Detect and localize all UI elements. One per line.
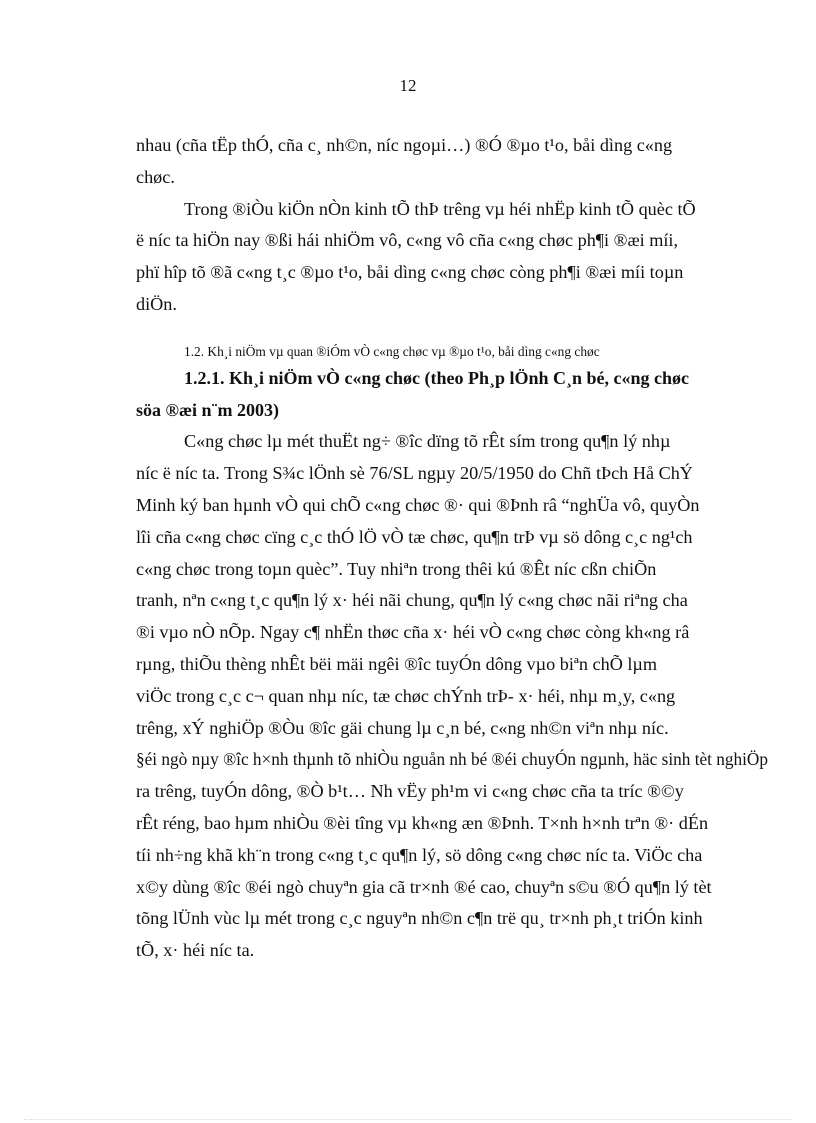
page-number: 12 (399, 76, 417, 95)
text-line: tíi nh÷ng khã kh¨n trong c«ng t¸c qu¶n lý, sö dông c«ng chøc níc ta. ViÖc cha (136, 844, 703, 865)
text-line: tranh, nªn c«ng t¸c qu¶n lý x· héi nãi chung, qu¶n lý c«ng chøc nãi riªng cha (136, 590, 688, 611)
subsection-heading (136, 363, 768, 427)
text-line: C«ng chøc lµ mét thuËt ng÷ ®îc dïng tõ rÊt sím trong qu¶n lý nhµ (184, 431, 671, 452)
document-body (136, 130, 768, 967)
text-line: x©y dùng ®îc ®éi ngò chuyªn gia cã tr×nh ®é cao, chuyªn s©u ®Ó qu¶n lý tèt (136, 876, 712, 897)
text-line: nhau (cña tËp thÓ, cña c¸ nh©n, níc ngoµi…) ®Ó ®µo t¹o, båi dìng c«ng (136, 135, 673, 155)
text-line: Trong ®iÒu kiÖn nÒn kinh tÕ thÞ trêng vµ héi nhËp kinh tÕ quèc tÕ (184, 198, 696, 219)
section-heading: 1.2. Kh¸i niÖm vµ quan ®iÓm vÒ c«ng chøc vµ ®µo t¹o, båi dìng c«ng chøc (184, 343, 600, 359)
text-line: tõng lÜnh vùc lµ mét trong c¸c nguyªn nh©n c¶n trë qu¸ tr×nh ph¸t triÓn kinh (136, 908, 703, 929)
text-line: ra trêng, tuyÓn dông, ®Ò b¹t… Nh vËy ph¹m vi c«ng chøc cña ta tríc ®©y (136, 781, 684, 802)
paragraph-1 (136, 130, 768, 194)
text-line: tÕ, x· héi níc ta. (136, 940, 255, 961)
text-line: viÖc trong c¸c c¬ quan nhµ níc, tæ chøc chÝnh trÞ- x· héi, nhµ m¸y, c«ng (136, 685, 676, 706)
page-bottom-border (24, 1119, 792, 1120)
text-line: c«ng chøc trong toµn quèc”. Tuy nhiªn trong thêi kú ®Êt níc cßn chiÕn (136, 558, 657, 579)
text-line: trêng, xÝ nghiÖp ®Òu ®îc gäi chung lµ c¸n bé, c«ng nh©n viªn nhµ níc. (136, 717, 669, 738)
text-line: diÖn. (136, 293, 177, 314)
paragraph-4 (136, 426, 768, 967)
paragraph-2 (136, 194, 768, 321)
text-line: níc ë níc ta. Trong S¾c lÖnh sè 76/SL ngµy 20/5/1950 do Chñ tÞch Hå ChÝ (136, 463, 693, 484)
text-line: rµng, thiÕu thèng nhÊt bëi mäi ngêi ®îc tuyÓn dông vµo biªn chÕ lµm (136, 653, 658, 674)
text-line: rÊt réng, bao hµm nhiÒu ®èi tîng vµ kh«ng æn ®Þnh. T×nh h×nh trªn ®· dÉn (136, 812, 709, 833)
text-line: phï hîp tõ ®ã c«ng t¸c ®µo t¹o, båi dìng c«ng chøc còng ph¶i ®æi míi toµn (136, 262, 684, 283)
text-line: chøc. (136, 166, 175, 187)
heading-line: söa ®æi n¨m 2003) (136, 399, 279, 420)
text-line: ®i vµo nÒ nÕp. Ngay c¶ nhËn thøc cña x· héi vÒ c«ng chøc còng kh«ng râ (136, 622, 690, 643)
text-line: Minh ký ban hµnh vÒ qui chÕ c«ng chøc ®· qui ®Þnh râ “nghÜa vô, quyÒn (136, 494, 700, 515)
text-line: lîi cña c«ng chøc cïng c¸c thÓ lÖ vÒ tæ chøc, qu¶n trÞ vµ sö dông c¸c ng¹ch (136, 526, 693, 547)
text-line: ë níc ta hiÖn nay ®ßi hái nhiÖm vô, c«ng vô cña c«ng chøc ph¶i ®æi míi, (136, 230, 678, 251)
heading-line: 1.2.1. Kh¸i niÖm vÒ c«ng chøc (theo Ph¸p lÖnh C¸n bé, c«ng chøc (184, 367, 690, 388)
text-line: §éi ngò nµy ®îc h×nh thµnh tõ nhiÒu nguån nh bé ®éi chuyÓn ngµnh, häc sinh tèt nghiÖp (136, 749, 769, 770)
